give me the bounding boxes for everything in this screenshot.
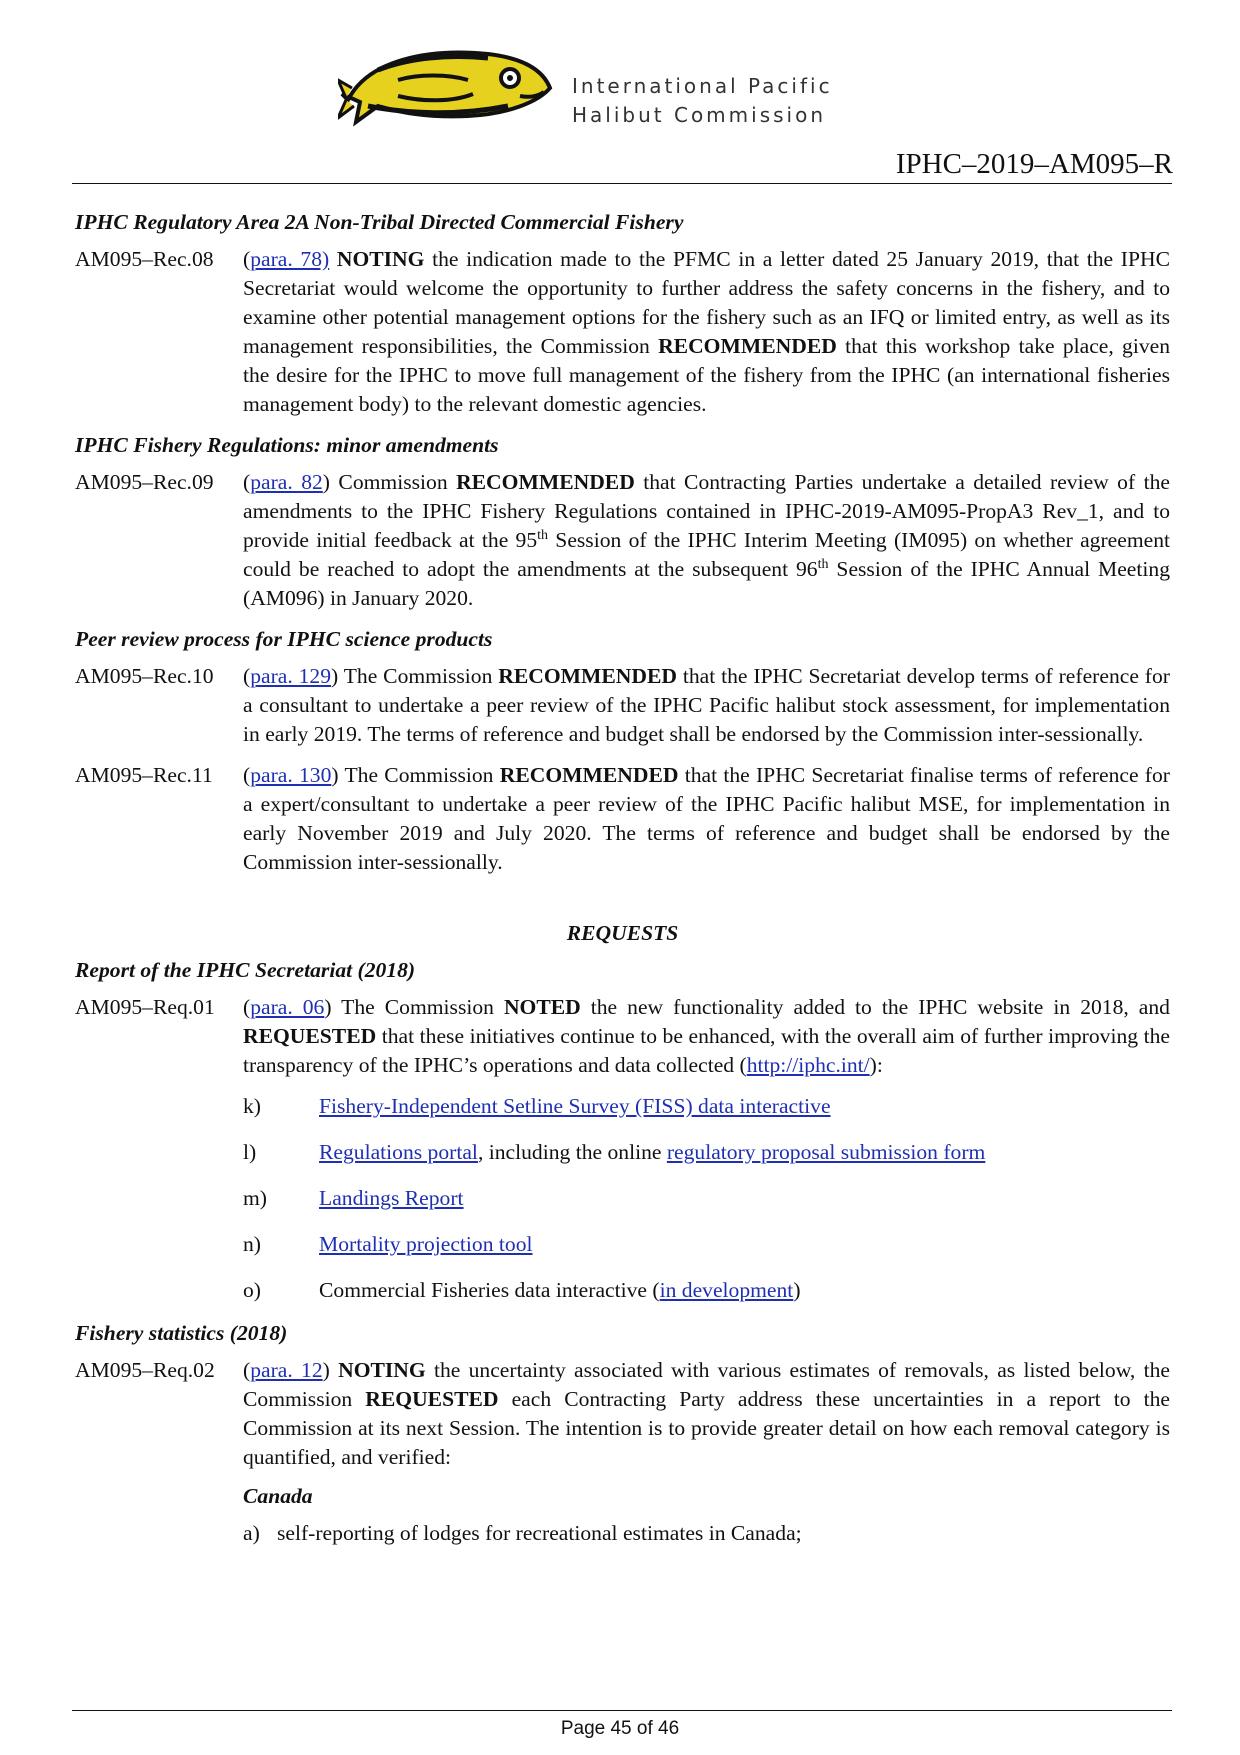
functionality-list: [243, 1092, 1170, 1305]
entry-body: ):: [869, 1053, 883, 1077]
entry-body: that these initiatives continue to be enhanced, with the overall aim of further improving the transparency of the IPHC’s operations and data collected (: [243, 1024, 1170, 1077]
paren: ): [324, 995, 332, 1019]
entry-body: The Commission: [338, 763, 500, 787]
entry-code: AM095–Rec.11: [75, 763, 213, 787]
paren: ): [322, 470, 330, 494]
list-item: [243, 1276, 1170, 1305]
keyword: REQUESTED: [243, 1024, 377, 1048]
list-item: [243, 1519, 1170, 1548]
entry-code: AM095–Req.02: [75, 1358, 215, 1382]
list-letter: a): [243, 1521, 260, 1545]
keyword: RECOMMENDED: [498, 664, 677, 688]
entry-body: that Contracting Parties undertake a detailed review of the amendments to the IPHC Fishery Regulations contained in IPHC-2019-AM095-PropA3 Rev_1, and to provide initial feedback at the 95: [243, 470, 1170, 552]
section-heading: Fishery statistics (2018): [75, 1321, 288, 1345]
paren: ): [322, 1358, 330, 1382]
list-item: [243, 1230, 1170, 1259]
section-heading: Peer review process for IPHC science products: [75, 627, 493, 651]
entry-body: that the IPHC Secretariat develop terms of reference for a consultant to undertake a peer review of the IPHC Pacific halibut stock assessment, for implementation in early 2019. The terms of reference and budget shall be endorsed by the Commission inter-sessionally.: [243, 664, 1170, 746]
recommendation-rec11: [75, 761, 1170, 877]
landings-report-link[interactable]: Landings Report: [319, 1186, 464, 1210]
entry-body: Session of the IPHC Interim Meeting (IM095) on whether agreement could be reached to adopt the amendments at the subsequent 96: [243, 528, 1170, 581]
section-heading: IPHC Regulatory Area 2A Non-Tribal Directed Commercial Fishery: [75, 210, 684, 234]
list-item: [243, 1184, 1170, 1213]
list-text: ): [793, 1278, 801, 1302]
para-link[interactable]: para. 82: [250, 470, 323, 494]
request-req01: [75, 993, 1170, 1313]
list-letter: m): [243, 1186, 267, 1210]
keyword: NOTING: [336, 247, 425, 271]
keyword: REQUESTED: [365, 1387, 499, 1411]
superscript: th: [537, 527, 549, 543]
keyword: NOTING: [329, 1358, 426, 1382]
entry-text: [243, 761, 1170, 877]
org-line-2: Halibut Commission: [572, 103, 827, 127]
entry-body: the new functionality added to the IPHC website in 2018, and: [580, 995, 1170, 1019]
iphc-website-link[interactable]: http://iphc.int/: [746, 1053, 870, 1077]
document-body: [75, 208, 1170, 1560]
keyword: NOTED: [503, 995, 581, 1019]
entry-body: The Commission: [338, 664, 499, 688]
para-link[interactable]: para. 129: [250, 664, 332, 688]
org-line-1: International Pacific: [572, 74, 833, 98]
document-id: IPHC–2019–AM095–R: [895, 148, 1173, 180]
list-text: Commercial Fisheries data interactive (: [319, 1278, 660, 1302]
paren: (: [243, 1358, 251, 1382]
section-heading: Report of the IPHC Secretariat (2018): [75, 958, 416, 982]
list-item: [243, 1138, 1170, 1167]
paren: ): [331, 763, 339, 787]
paren: ): [331, 664, 339, 688]
entry-body: Session of the IPHC Annual Meeting (AM096) in January 2020.: [243, 557, 1170, 610]
section-heading: IPHC Fishery Regulations: minor amendments: [75, 433, 499, 457]
keyword: RECOMMENDED: [658, 334, 837, 358]
list-letter: o): [243, 1278, 261, 1302]
list-letter: l): [243, 1140, 257, 1164]
recommendation-rec09: [75, 468, 1170, 613]
regulations-portal-link[interactable]: Regulations portal: [319, 1140, 478, 1164]
para-link[interactable]: para. 78): [250, 247, 330, 271]
paren: (: [243, 470, 251, 494]
list-letter: n): [243, 1232, 261, 1256]
entry-text: [243, 1356, 1170, 1548]
mortality-tool-link[interactable]: Mortality projection tool: [319, 1232, 533, 1256]
fiss-data-link[interactable]: Fishery-Independent Setline Survey (FISS) data interactive: [319, 1094, 831, 1118]
proposal-form-link[interactable]: regulatory proposal submission form: [666, 1140, 986, 1164]
entry-body: Commission: [330, 470, 457, 494]
recommendation-rec10: [75, 662, 1170, 749]
paren: (: [243, 763, 251, 787]
entry-code: AM095–Rec.09: [75, 470, 214, 494]
entry-code: AM095–Req.01: [75, 995, 215, 1019]
para-link[interactable]: para. 06: [250, 995, 325, 1019]
paren: (: [243, 995, 251, 1019]
keyword: RECOMMENDED: [456, 470, 635, 494]
in-development-link[interactable]: in development: [659, 1278, 794, 1302]
list-item: [243, 1092, 1170, 1121]
paren: (: [243, 664, 251, 688]
recommendation-rec08: [75, 245, 1170, 419]
entry-body: the indication made to the PFMC in a letter dated 25 January 2019, that the IPHC Secretariat would welcome the opportunity to further address the safety concerns in the fishery, and to examine other potential management options for the fishery such as an IFQ or limited entry, as well as its management responsibilities, the Commission: [243, 247, 1170, 358]
entry-body: that this workshop take place, given the desire for the IPHC to move full management of the fishery from the IPHC (an international fisheries management body) to the relevant domestic agencies.: [243, 334, 1171, 416]
entry-body: the uncertainty associated with various estimates of removals, as listed below, the Commission: [243, 1358, 1170, 1411]
subsection-heading: Canada: [243, 1484, 313, 1508]
para-link[interactable]: para. 130: [250, 763, 332, 787]
superscript: th: [817, 556, 829, 572]
header-divider: [72, 183, 1172, 184]
halibut-logo-icon: [338, 40, 560, 132]
entry-text: [243, 662, 1170, 749]
entry-text: [243, 468, 1170, 613]
footer-divider: [72, 1710, 1172, 1711]
list-letter: k): [243, 1094, 261, 1118]
page-number: Page 45 of 46: [560, 1718, 680, 1739]
entry-body: The Commission: [331, 995, 504, 1019]
requests-title: REQUESTS: [566, 921, 679, 945]
list-text: self-reporting of lodges for recreational estimates in Canada;: [277, 1521, 802, 1545]
entry-code: AM095–Rec.10: [75, 664, 214, 688]
entry-body: that the IPHC Secretariat finalise terms of reference for a expert/consultant to undertake a peer review of the IPHC Pacific halibut MSE, for implementation in early November 2019 and July 2020. The terms of reference and budget shall be endorsed by the Commission inter-sessionally.: [243, 763, 1170, 874]
keyword: RECOMMENDED: [499, 763, 679, 787]
entry-text: (para. 78) NOTING the indication made to the PFMC in a letter dated 25 January 2019, that the IPHC Secretariat would welcome the opportunity to further address the safety concerns in the fishery, and to examine other potential management options for the fishery such as an IFQ or limited entry, as well as its management responsibilities, the Commission RECOMMENDED that this workshop take place, given the desire for the IPHC to move full management of the fishery from the IPHC (an international fisheries management body) to the relevant domestic agencies.: [243, 247, 1171, 416]
request-req02: [75, 1356, 1170, 1548]
organization-name: [572, 72, 833, 130]
para-link[interactable]: para. 12: [250, 1358, 323, 1382]
entry-body: each Contracting Party address these uncertainties in a report to the Commission at its next Session. The intention is to provide greater detail on how each removal category is quantified, and verified:: [243, 1387, 1171, 1469]
entry-code: AM095–Rec.08: [75, 247, 214, 271]
list-text: , including the online: [477, 1140, 667, 1164]
entry-text: [243, 993, 1170, 1313]
